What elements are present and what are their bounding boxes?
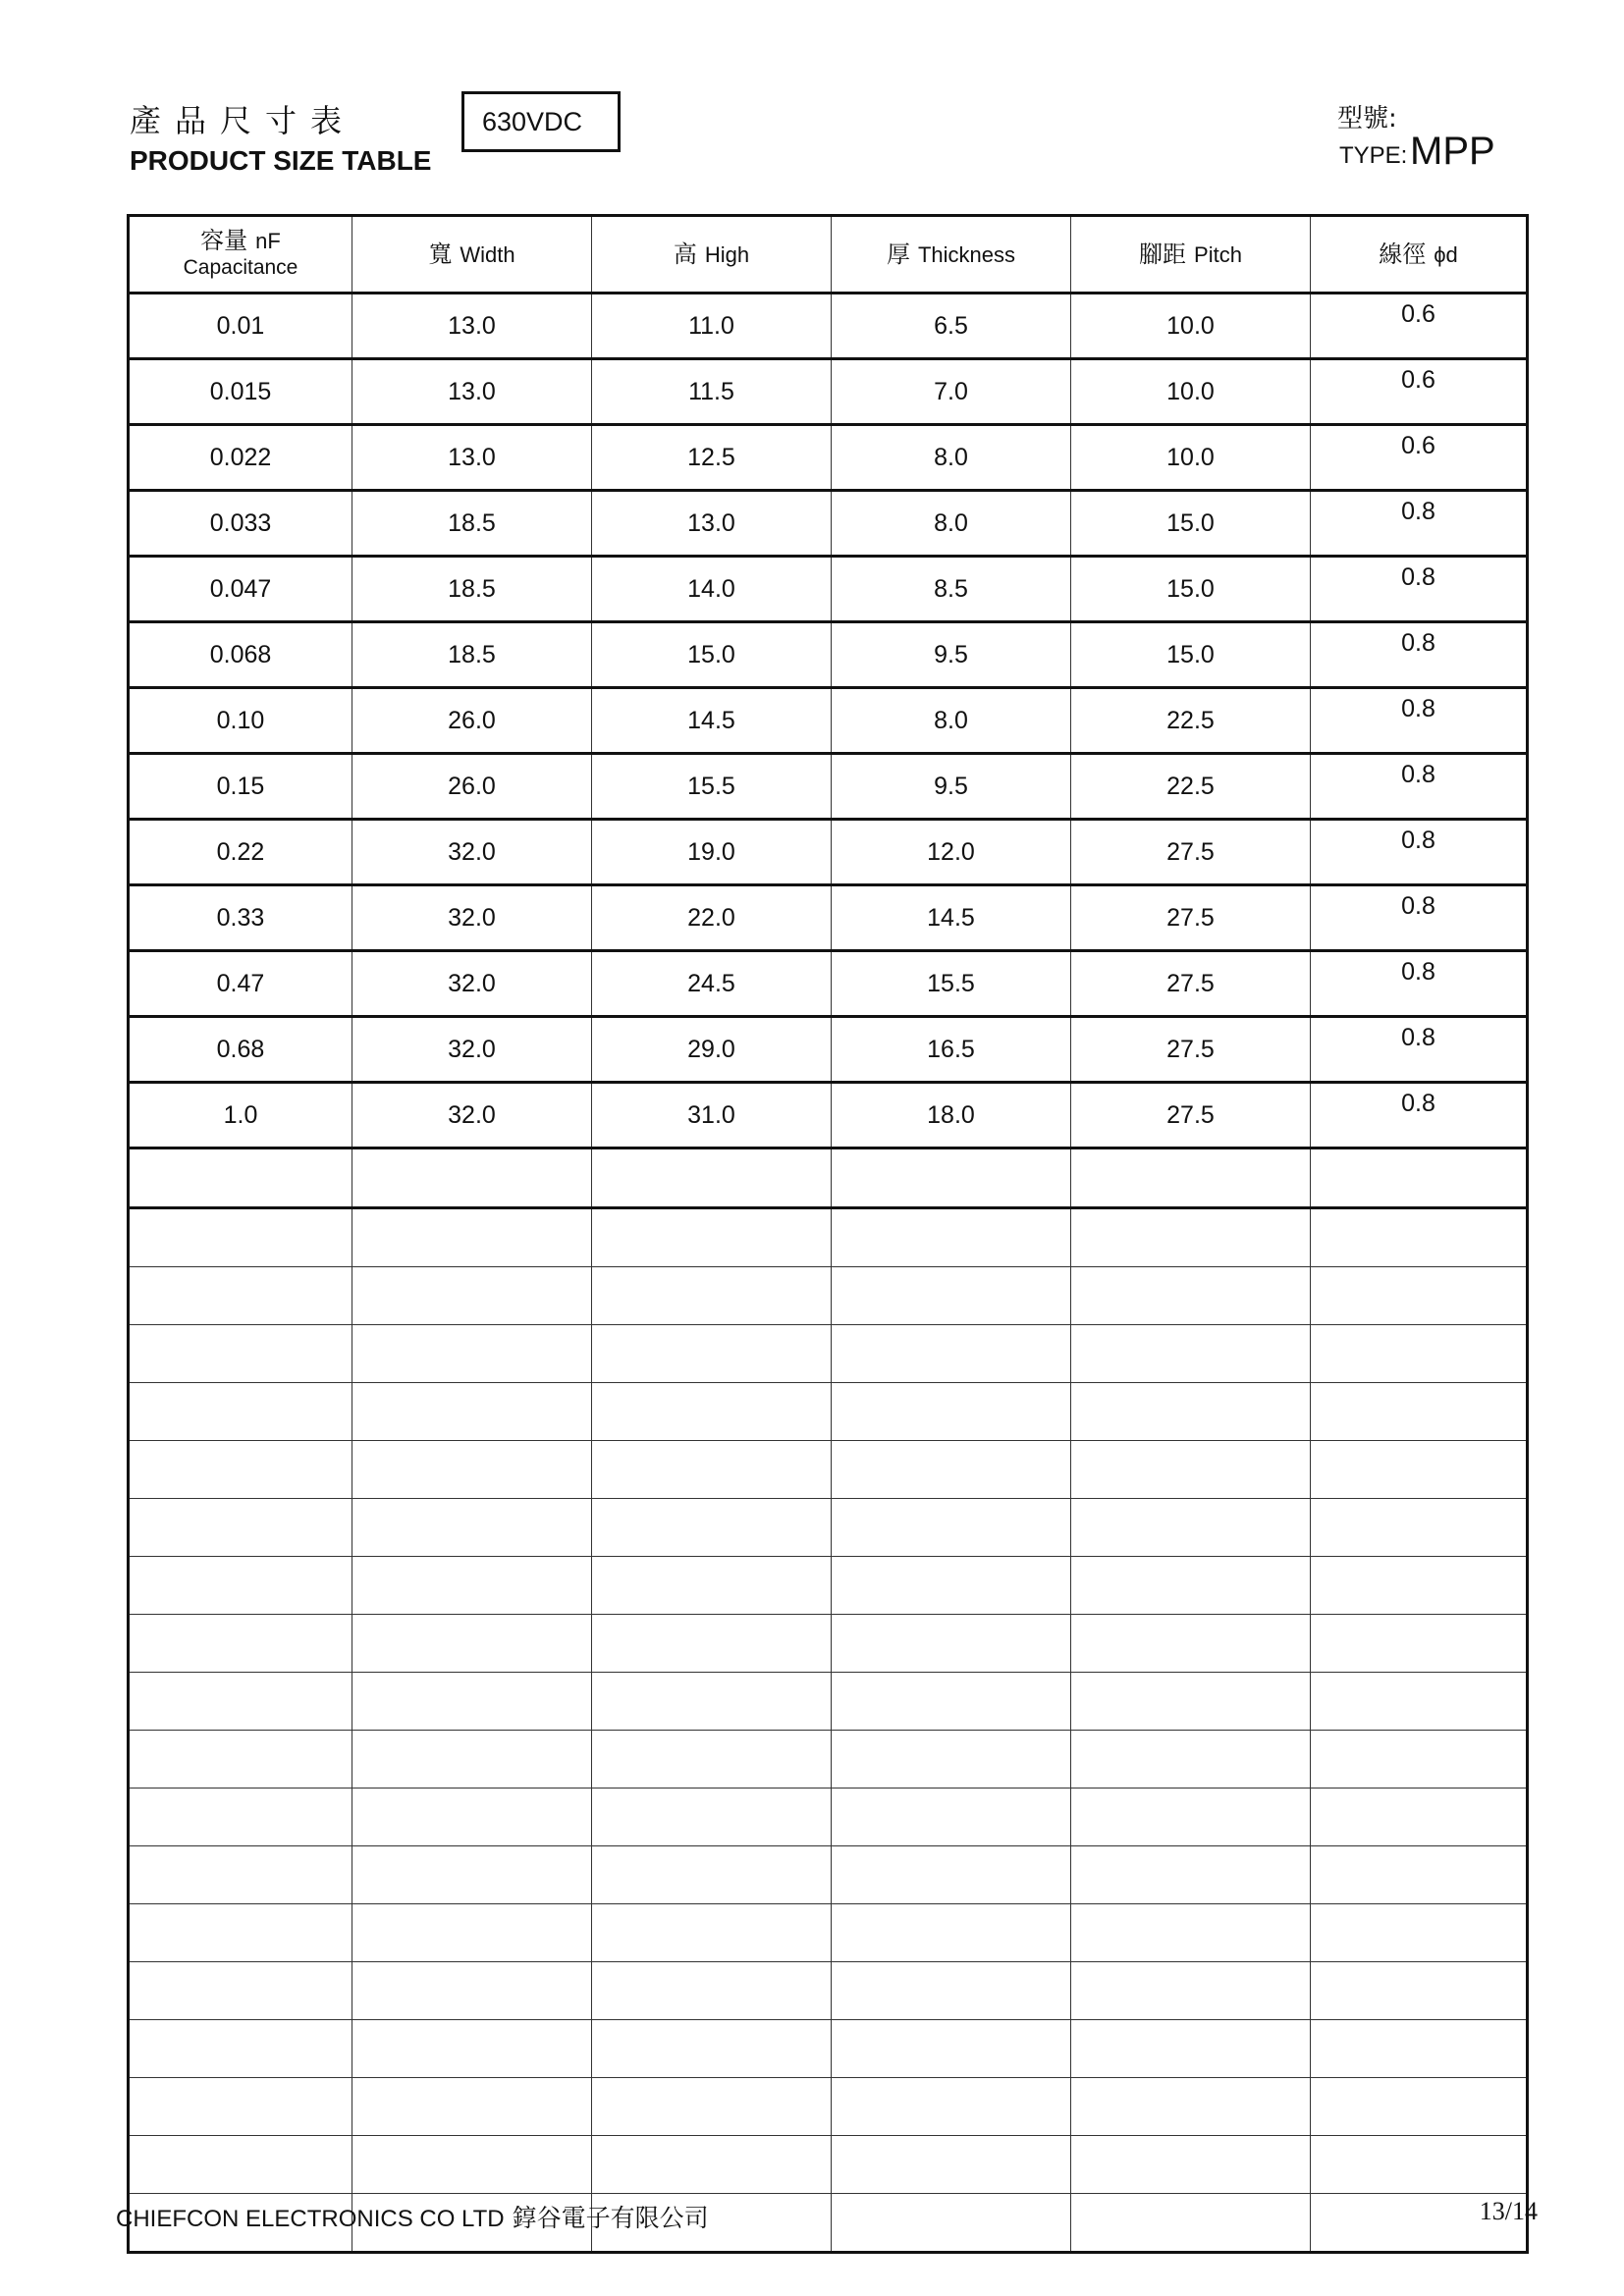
table-cell: 13.0 <box>352 359 592 425</box>
table-row <box>129 688 1528 754</box>
footer-company: CHIEFCON ELECTRONICS CO LTD 錞谷電子有限公司 <box>116 2204 709 2232</box>
empty-cell <box>1071 1904 1311 1962</box>
table-cell: 15.0 <box>1071 622 1311 688</box>
empty-table-row <box>129 1499 1528 1557</box>
table-cell: 0.68 <box>129 1017 352 1083</box>
empty-cell <box>592 1208 832 1267</box>
empty-cell <box>352 1846 592 1904</box>
column-header-pitch: 腳距 Pitch <box>1071 216 1311 294</box>
empty-cell <box>592 2136 832 2194</box>
table-cell: 0.8 <box>1311 688 1528 754</box>
empty-table-row <box>129 1441 1528 1499</box>
empty-table-row <box>129 1557 1528 1615</box>
table-cell: 15.5 <box>592 754 832 820</box>
empty-cell <box>832 1615 1071 1673</box>
empty-cell <box>1311 1731 1528 1789</box>
table-row <box>129 557 1528 622</box>
table-cell: 0.8 <box>1311 951 1528 1017</box>
empty-cell <box>352 1904 592 1962</box>
empty-table-row <box>129 1325 1528 1383</box>
table-row <box>129 294 1528 359</box>
table-cell: 12.0 <box>832 820 1071 885</box>
empty-cell <box>129 1789 352 1846</box>
empty-cell <box>352 1325 592 1383</box>
table-cell: 0.8 <box>1311 1017 1528 1083</box>
empty-cell <box>592 1615 832 1673</box>
type-label-chinese: 型號: <box>1337 104 1397 133</box>
empty-cell <box>1311 1267 1528 1325</box>
table-cell: 22.5 <box>1071 754 1311 820</box>
empty-cell <box>129 1904 352 1962</box>
empty-cell <box>832 1499 1071 1557</box>
empty-cell <box>1071 1615 1311 1673</box>
empty-cell <box>592 1962 832 2020</box>
empty-cell <box>129 1846 352 1904</box>
empty-cell <box>1311 1208 1528 1267</box>
table-cell: 0.8 <box>1311 491 1528 557</box>
empty-cell <box>1071 1962 1311 2020</box>
table-cell: 32.0 <box>352 1083 592 1148</box>
empty-cell <box>1311 2136 1528 2194</box>
table-cell: 22.5 <box>1071 688 1311 754</box>
empty-table-row <box>129 1846 1528 1904</box>
page-title: PRODUCT SIZE TABLE <box>130 145 432 176</box>
empty-cell <box>1311 1148 1528 1208</box>
empty-cell <box>129 1499 352 1557</box>
empty-cell <box>1071 2194 1311 2253</box>
table-cell: 11.5 <box>592 359 832 425</box>
table-cell: 32.0 <box>352 885 592 951</box>
table-cell: 8.0 <box>832 425 1071 491</box>
table-cell: 18.5 <box>352 622 592 688</box>
empty-cell <box>832 2078 1071 2136</box>
empty-table-row <box>129 1673 1528 1731</box>
empty-cell <box>1071 1673 1311 1731</box>
empty-cell <box>592 1148 832 1208</box>
table-cell: 13.0 <box>592 491 832 557</box>
product-size-table <box>127 214 1529 2254</box>
empty-table-row <box>129 1267 1528 1325</box>
empty-cell <box>832 1325 1071 1383</box>
table-cell: 6.5 <box>832 294 1071 359</box>
empty-cell <box>1071 1148 1311 1208</box>
empty-cell <box>352 2020 592 2078</box>
voltage-rating-box: 630VDC <box>461 91 621 152</box>
table-cell: 8.0 <box>832 688 1071 754</box>
table-cell: 29.0 <box>592 1017 832 1083</box>
empty-cell <box>1071 1499 1311 1557</box>
column-header-width: 寬 Width <box>352 216 592 294</box>
empty-cell <box>352 1557 592 1615</box>
table-cell: 0.8 <box>1311 622 1528 688</box>
table-cell: 0.47 <box>129 951 352 1017</box>
table-cell: 9.5 <box>832 754 1071 820</box>
empty-table-row <box>129 1148 1528 1208</box>
table-cell: 12.5 <box>592 425 832 491</box>
table-cell: 14.5 <box>592 688 832 754</box>
empty-cell <box>1071 2136 1311 2194</box>
empty-cell <box>352 1962 592 2020</box>
empty-cell <box>1311 1441 1528 1499</box>
empty-table-row <box>129 1208 1528 1267</box>
empty-cell <box>129 1325 352 1383</box>
empty-cell <box>1311 1499 1528 1557</box>
table-cell: 0.01 <box>129 294 352 359</box>
empty-cell <box>832 1673 1071 1731</box>
empty-cell <box>352 1789 592 1846</box>
empty-cell <box>352 1441 592 1499</box>
table-cell: 0.22 <box>129 820 352 885</box>
column-header-thickness: 厚 Thickness <box>832 216 1071 294</box>
column-header-high: 高 High <box>592 216 832 294</box>
table-cell: 0.6 <box>1311 425 1528 491</box>
table-row <box>129 885 1528 951</box>
empty-cell <box>129 2078 352 2136</box>
table-cell: 0.8 <box>1311 754 1528 820</box>
table-cell: 32.0 <box>352 1017 592 1083</box>
table-cell: 0.015 <box>129 359 352 425</box>
empty-cell <box>352 1615 592 1673</box>
empty-cell <box>832 2020 1071 2078</box>
table-cell: 27.5 <box>1071 1017 1311 1083</box>
empty-cell <box>129 1267 352 1325</box>
empty-cell <box>129 1673 352 1731</box>
table-cell: 1.0 <box>129 1083 352 1148</box>
empty-cell <box>352 1383 592 1441</box>
empty-cell <box>832 1383 1071 1441</box>
empty-table-row <box>129 1615 1528 1673</box>
table-cell: 0.15 <box>129 754 352 820</box>
table-cell: 0.8 <box>1311 557 1528 622</box>
empty-cell <box>129 1208 352 1267</box>
empty-cell <box>1071 2020 1311 2078</box>
empty-cell <box>1311 2078 1528 2136</box>
table-cell: 24.5 <box>592 951 832 1017</box>
empty-cell <box>832 1904 1071 1962</box>
table-cell: 11.0 <box>592 294 832 359</box>
empty-cell <box>352 1673 592 1731</box>
table-cell: 7.0 <box>832 359 1071 425</box>
empty-cell <box>592 1673 832 1731</box>
empty-cell <box>592 1441 832 1499</box>
empty-cell <box>832 1208 1071 1267</box>
empty-cell <box>1311 1846 1528 1904</box>
column-header-capacitance: 容量 nF Capacitance <box>129 216 352 294</box>
empty-cell <box>352 1148 592 1208</box>
table-header-row <box>129 216 1528 294</box>
empty-table-row <box>129 1904 1528 1962</box>
empty-cell <box>592 1731 832 1789</box>
table-cell: 13.0 <box>352 425 592 491</box>
table-cell: 27.5 <box>1071 951 1311 1017</box>
empty-cell <box>129 1148 352 1208</box>
empty-cell <box>1071 1208 1311 1267</box>
empty-cell <box>592 1383 832 1441</box>
empty-table-row <box>129 2020 1528 2078</box>
empty-cell <box>352 2078 592 2136</box>
empty-cell <box>592 1789 832 1846</box>
empty-cell <box>1311 1615 1528 1673</box>
table-cell: 0.33 <box>129 885 352 951</box>
empty-cell <box>592 1846 832 1904</box>
table-cell: 26.0 <box>352 754 592 820</box>
table-cell: 16.5 <box>832 1017 1071 1083</box>
table-cell: 0.6 <box>1311 294 1528 359</box>
empty-cell <box>832 2194 1071 2253</box>
empty-table-row <box>129 1962 1528 2020</box>
empty-cell <box>832 2136 1071 2194</box>
table-row <box>129 425 1528 491</box>
table-cell: 18.5 <box>352 491 592 557</box>
empty-table-row <box>129 1731 1528 1789</box>
empty-cell <box>592 1557 832 1615</box>
empty-cell <box>1071 1789 1311 1846</box>
table-cell: 9.5 <box>832 622 1071 688</box>
table-cell: 0.8 <box>1311 820 1528 885</box>
table-body <box>129 294 1528 2253</box>
empty-cell <box>129 1615 352 1673</box>
empty-cell <box>1071 1731 1311 1789</box>
table-cell: 10.0 <box>1071 425 1311 491</box>
table-cell: 0.033 <box>129 491 352 557</box>
table-cell: 0.068 <box>129 622 352 688</box>
empty-cell <box>1071 1383 1311 1441</box>
empty-cell <box>352 1499 592 1557</box>
empty-cell <box>832 1789 1071 1846</box>
table-row <box>129 754 1528 820</box>
table-cell: 0.6 <box>1311 359 1528 425</box>
table-cell: 15.0 <box>1071 491 1311 557</box>
empty-cell <box>1311 1383 1528 1441</box>
empty-cell <box>129 1441 352 1499</box>
empty-cell <box>1311 1325 1528 1383</box>
table-cell: 32.0 <box>352 951 592 1017</box>
table-cell: 18.5 <box>352 557 592 622</box>
empty-cell <box>592 1904 832 1962</box>
empty-cell <box>1071 1846 1311 1904</box>
table-cell: 27.5 <box>1071 820 1311 885</box>
empty-table-row <box>129 2078 1528 2136</box>
table-cell: 14.0 <box>592 557 832 622</box>
table-cell: 13.0 <box>352 294 592 359</box>
empty-cell <box>592 1499 832 1557</box>
empty-cell <box>1071 1267 1311 1325</box>
table-cell: 27.5 <box>1071 885 1311 951</box>
table-cell: 31.0 <box>592 1083 832 1148</box>
type-value: MPP <box>1410 130 1495 173</box>
empty-cell <box>1311 1673 1528 1731</box>
empty-cell <box>592 1325 832 1383</box>
column-header-wire-diameter: 線徑 ϕd <box>1311 216 1528 294</box>
empty-cell <box>1311 2020 1528 2078</box>
table-cell: 0.022 <box>129 425 352 491</box>
table-cell: 22.0 <box>592 885 832 951</box>
empty-cell <box>832 1441 1071 1499</box>
empty-cell <box>832 1557 1071 1615</box>
table-cell: 15.0 <box>1071 557 1311 622</box>
table-cell: 18.0 <box>832 1083 1071 1148</box>
table-cell: 27.5 <box>1071 1083 1311 1148</box>
table-cell: 0.10 <box>129 688 352 754</box>
empty-cell <box>352 1267 592 1325</box>
table-cell: 0.8 <box>1311 1083 1528 1148</box>
empty-cell <box>1311 1962 1528 2020</box>
table-row <box>129 491 1528 557</box>
empty-table-row <box>129 1789 1528 1846</box>
empty-cell <box>832 1962 1071 2020</box>
table-cell: 0.047 <box>129 557 352 622</box>
empty-cell <box>352 1731 592 1789</box>
empty-table-row <box>129 2136 1528 2194</box>
empty-cell <box>1071 1325 1311 1383</box>
table-row <box>129 820 1528 885</box>
table-cell: 19.0 <box>592 820 832 885</box>
empty-cell <box>129 1962 352 2020</box>
table-row <box>129 622 1528 688</box>
empty-cell <box>832 1731 1071 1789</box>
table-row <box>129 951 1528 1017</box>
table-cell: 10.0 <box>1071 359 1311 425</box>
empty-cell <box>1311 1904 1528 1962</box>
table-cell: 14.5 <box>832 885 1071 951</box>
empty-cell <box>352 2136 592 2194</box>
empty-cell <box>129 2020 352 2078</box>
empty-cell <box>592 2078 832 2136</box>
empty-cell <box>832 1148 1071 1208</box>
empty-cell <box>129 1557 352 1615</box>
empty-cell <box>1311 1789 1528 1846</box>
page-title-chinese: 產品尺寸表 <box>130 102 356 139</box>
empty-cell <box>832 1846 1071 1904</box>
table-cell: 10.0 <box>1071 294 1311 359</box>
table-cell: 32.0 <box>352 820 592 885</box>
table-cell: 0.8 <box>1311 885 1528 951</box>
empty-cell <box>129 1731 352 1789</box>
table-cell: 15.5 <box>832 951 1071 1017</box>
table-cell: 8.0 <box>832 491 1071 557</box>
empty-cell <box>592 2020 832 2078</box>
page-number: 13/14 <box>1479 2197 1538 2225</box>
table-cell: 8.5 <box>832 557 1071 622</box>
table-cell: 26.0 <box>352 688 592 754</box>
table-row <box>129 1017 1528 1083</box>
empty-cell <box>1071 2078 1311 2136</box>
empty-cell <box>1071 1557 1311 1615</box>
empty-cell <box>1311 1557 1528 1615</box>
empty-cell <box>129 2136 352 2194</box>
empty-cell <box>352 1208 592 1267</box>
table-cell: 15.0 <box>592 622 832 688</box>
empty-cell <box>592 1267 832 1325</box>
empty-table-row <box>129 1383 1528 1441</box>
empty-cell <box>129 1383 352 1441</box>
table-row <box>129 1083 1528 1148</box>
type-label: TYPE: <box>1339 142 1408 169</box>
empty-cell <box>1071 1441 1311 1499</box>
table-row <box>129 359 1528 425</box>
empty-cell <box>832 1267 1071 1325</box>
